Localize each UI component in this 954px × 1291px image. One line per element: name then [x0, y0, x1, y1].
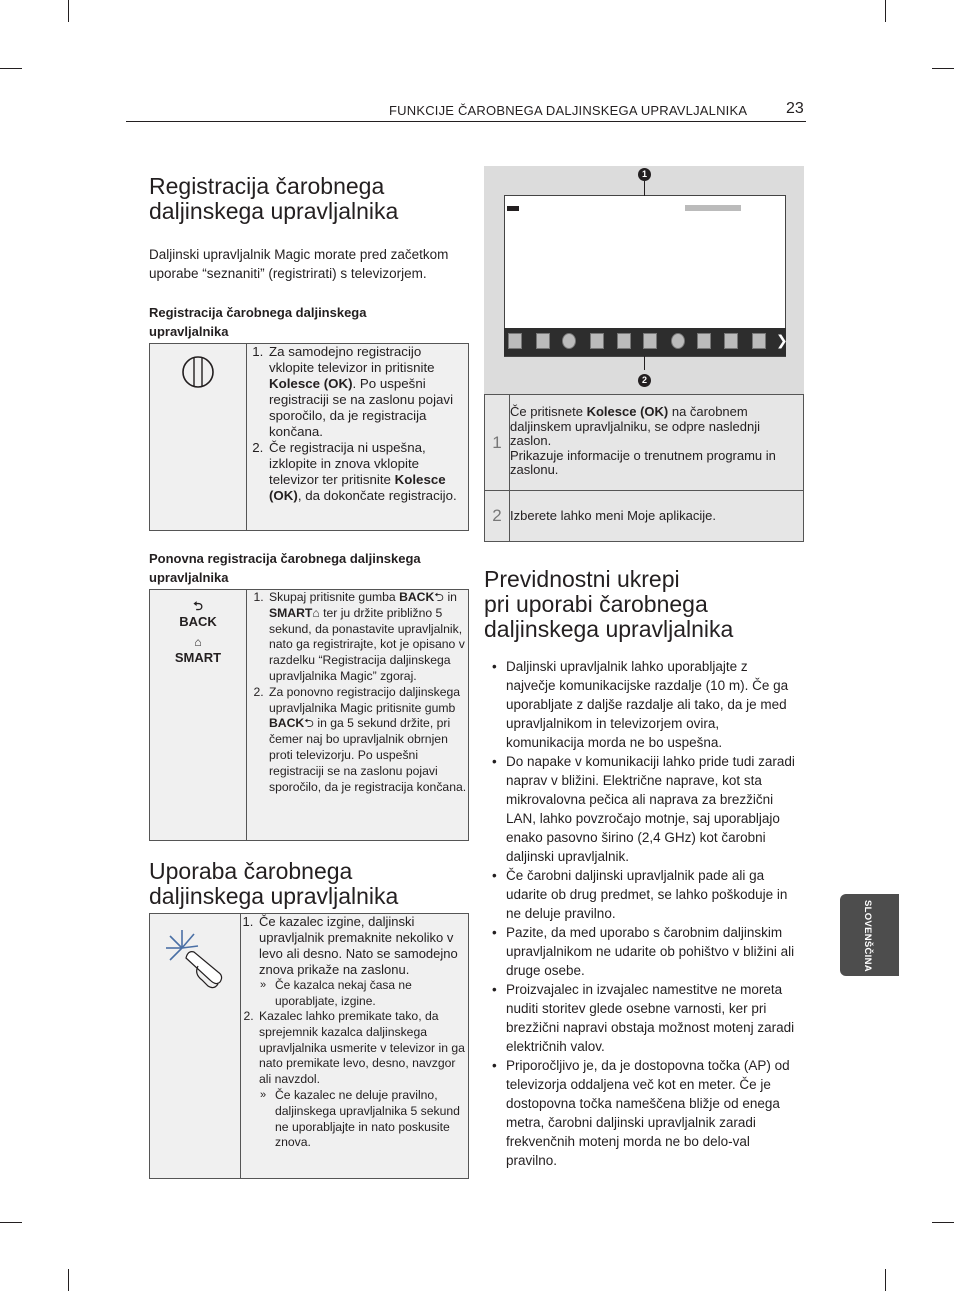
- chapter-title: FUNKCIJE ČAROBNEGA DALJINSKEGA UPRAVLJALNIKA: [389, 103, 748, 118]
- reregistration-subhead: Ponovna registracija čarobnega daljinskega upravljalnika: [149, 551, 421, 585]
- back-arrow-icon: ⮌: [193, 599, 203, 613]
- crop-mark: [68, 0, 69, 22]
- precaution-item: • Do napake v komunikaciji lahko pride tudi zaradi naprav v bližini. Električne naprave, kot sta mikrovalovna pečica ali naprava za brezžični LAN, lahko povzročajo motnje, saj uporabljajo enako pasovno širino (2,4 GHz) kot čarobni daljinski upravljalnik.: [492, 754, 795, 864]
- section-title-usage: Uporaba čarobnega daljinskega upravljalnika: [149, 858, 399, 909]
- usage-step-2-note: » Če kazalec ne deluje pravilno, daljinskega upravljalnika 5 sekund ne uporabljajte in nato poskusite znova.: [260, 1087, 460, 1150]
- usage-steps: [241, 914, 468, 1151]
- scroll-right-icon: ❯: [776, 332, 788, 348]
- registration-icon-cell: [150, 344, 247, 531]
- back-label: BACK: [179, 614, 217, 629]
- legend-number-1: 1: [485, 395, 510, 491]
- home-icon: ⌂: [312, 605, 320, 620]
- legend-text-1: Če pritisnete Kolesce (OK) na čarobnem daljinskem upravljalniku, se odpre naslednji zaslon. Prikazuje informacije o trenutnem programu in zaslonu.: [510, 395, 804, 491]
- language-tab-label: SLOVENŠČINA: [862, 900, 873, 972]
- registration-subhead: Registracija čarobnega daljinskega upravljalnika: [149, 305, 367, 339]
- crop-mark: [0, 1222, 22, 1223]
- registration-steps: [247, 344, 468, 504]
- back-arrow-icon: ⮌: [304, 716, 314, 731]
- crop-mark: [885, 0, 886, 22]
- reregistration-step-1: 1. Skupaj pritisnite gumba BACK⮌ in SMART⌂ ter ju držite približno 5 sekund, da ponastavite upravljalnik, nato ga registrirajte, kot je opisano v razdelku “Registracija daljinskega upravljalnika Magic” zgoraj.: [267, 590, 468, 685]
- registration-step-1: 1. Za samodejno registracijo vklopite televizor in pritisnite Kolesce (OK). Po uspešni registraciji se na zaslonu pojavi sporočilo, da je registracija končana.: [267, 344, 468, 440]
- input-icon: [724, 333, 738, 349]
- registration-steps-cell: [247, 344, 469, 531]
- reregistration-table: [149, 589, 469, 841]
- usage-table: [149, 913, 469, 1179]
- settings-icon: [536, 333, 550, 349]
- tv-figure-legend: [484, 394, 804, 542]
- reregistration-icon-cell: [150, 590, 247, 841]
- tv-app-icon: [508, 333, 522, 349]
- language-tab: [840, 894, 899, 976]
- crop-mark: [68, 1269, 69, 1291]
- remote-pointer-hand-icon: [164, 924, 226, 994]
- callout-line: [644, 181, 645, 196]
- guide-icon: [617, 333, 631, 349]
- legend-text-2: Izberete lahko meni Moje aplikacije.: [510, 491, 804, 542]
- reregistration-steps: [247, 590, 468, 795]
- header-rule: [126, 121, 806, 122]
- clock-icon: [671, 333, 685, 349]
- crop-mark: [885, 1269, 886, 1291]
- section-title-registration: Registracija čarobnega daljinskega upravljalnika: [149, 173, 399, 224]
- registration-step-2: 2. Če registracija ni uspešna, izklopite in znova vklopite televizor ter pritisnite Kolesce (OK), da dokončate registracijo.: [267, 440, 468, 504]
- program-info-bar: [685, 205, 741, 211]
- search-icon: [590, 333, 604, 349]
- usage-step-2: 2. Kazalec lahko premikate tako, da sprejemnik kazalca daljinskega upravljalnika usmerite v televizor in ga nato premikate levo, desno, navzgor ali navzdol. » Če kazalec ne deluje pravilno, daljinskega upravljalnika 5 sekund ne uporabljajte in nato poskusite znova.: [257, 1009, 468, 1151]
- crop-mark: [932, 1222, 954, 1223]
- usage-step-1: 1. Če kazalec izgine, daljinski upravljalnik premaknite nekoliko v levo ali desno. Nato se samodejno znova prikaže na zaslonu. » Če kazalca nekaj časa ne uporabljate, izgine.: [257, 914, 468, 1009]
- crop-mark: [932, 68, 954, 69]
- usage-steps-cell: [241, 914, 469, 1179]
- reregistration-step-2: 2. Za ponovno registracijo daljinskega upravljalnika Magic pritisnite gumb BACK⮌ in ga 5 sekund držite, pri čemer naj bo upravljalnik obrnjen proti televizorju. Po uspešni registraciji se na zaslonu pojavi sporočilo, da je registracija končana.: [267, 685, 468, 796]
- precaution-item: • Proizvajalec in izvajalec namestitve ne moreta nuditi storitev glede osebne varnosti, ker pri brezžični napravi obstaja možnost motenj zaradi električnih valov.: [492, 982, 795, 1054]
- home-icon: ⌂: [194, 635, 202, 649]
- callout-line: [644, 356, 645, 370]
- precautions-list: [490, 657, 795, 1170]
- precaution-item: • Priporočljivo je, da je dostopovna točka (AP) od televizorja oddaljena več kot en meter. Če je dostopovna točka nameščena bližje od enega metra, čarobni daljinski upravljalnik zaradi frekvenčnih motenj morda ne bo delo-val pravilno.: [492, 1058, 790, 1168]
- legend-number-2: 2: [485, 491, 510, 542]
- page-number: 23: [786, 100, 804, 117]
- registration-table: [149, 343, 469, 531]
- precaution-item: • Daljinski upravljalnik lahko uporabljajte z največje komunikacijske razdalje (10 m). Če ga uporabljate z daljše razdalje ali tako, da je med upravljalnikom in televizorjem ovira, komunikacija morda ne bo uspešna.: [492, 659, 789, 750]
- reregistration-steps-cell: [247, 590, 469, 841]
- registration-intro: Daljinski upravljalnik Magic morate pred začetkom uporabe “seznaniti” (registrirati) s televizorjem.: [149, 247, 449, 281]
- channel-indicator: [507, 206, 519, 211]
- crop-mark: [0, 68, 22, 69]
- media-icon: [643, 333, 657, 349]
- callout-1: 1: [638, 168, 651, 181]
- smart-label: SMART: [174, 650, 222, 665]
- remote-wheel-icon: [178, 352, 218, 392]
- usage-icon-cell: [150, 914, 241, 1179]
- 3d-icon: [697, 333, 711, 349]
- precaution-item: • Če čarobni daljinski upravljalnik pade ali ga udarite ob drug predmet, se lahko poškoduje in ne deluje pravilno.: [492, 868, 788, 921]
- precaution-item: • Pazite, da med uporabo s čarobnim daljinskim upravljalnikom ne udarite ob pohištvo v bližini ali druge osebe.: [492, 925, 795, 978]
- back-arrow-icon: ⮌: [434, 590, 445, 604]
- photo-icon: [752, 333, 766, 349]
- section-title-precautions: Previdnostni ukrepi pri uporabi čarobnega daljinskega upravljalnika: [484, 566, 734, 642]
- callout-2: 2: [638, 374, 651, 387]
- globe-icon: [562, 333, 576, 349]
- usage-step-1-note: » Če kazalca nekaj časa ne uporabljate, izgine.: [260, 978, 412, 1008]
